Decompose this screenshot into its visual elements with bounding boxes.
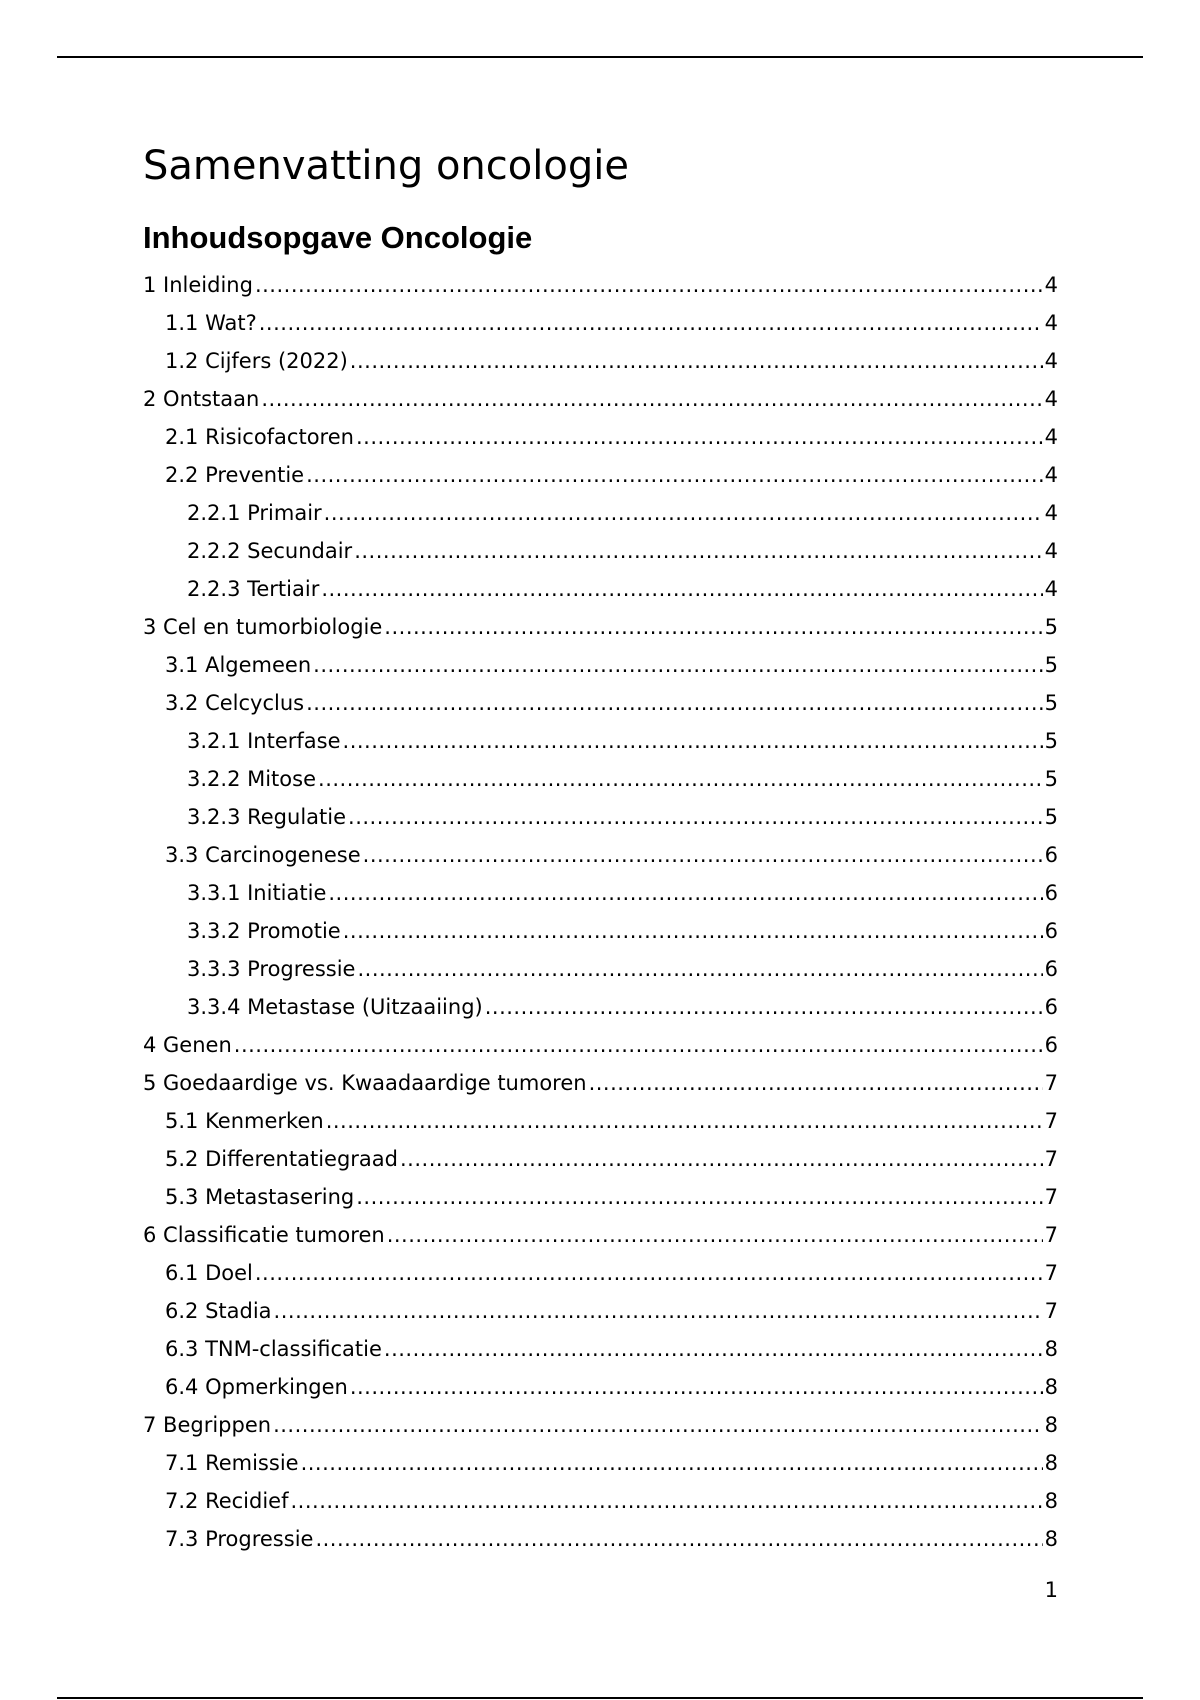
toc-dot-leader: [326, 1102, 1043, 1140]
toc-dot-leader: [321, 570, 1042, 608]
toc-entry-title[interactable]: 6.3 TNM-classificatie: [165, 1337, 382, 1361]
toc-entry-title[interactable]: 2 Ontstaan: [143, 387, 260, 411]
toc-entry-title[interactable]: 4 Genen: [143, 1033, 232, 1057]
toc-entry[interactable]: [143, 570, 1058, 608]
table-of-contents: [143, 266, 1058, 1558]
toc-entry[interactable]: [143, 1520, 1058, 1558]
toc-entry-title[interactable]: 2.2 Preventie: [165, 463, 305, 487]
toc-entry[interactable]: [143, 798, 1058, 836]
toc-entry[interactable]: [143, 1216, 1058, 1254]
toc-entry[interactable]: [143, 1482, 1058, 1520]
toc-entry-title[interactable]: 7.2 Recidief: [165, 1489, 289, 1513]
toc-entry[interactable]: [143, 608, 1058, 646]
toc-entry-page[interactable]: 6: [1044, 957, 1058, 981]
toc-entry-title[interactable]: 1.2 Cijfers (2022): [165, 349, 348, 373]
toc-entry-page[interactable]: 8: [1044, 1413, 1058, 1437]
toc-entry-title[interactable]: 1 Inleiding: [143, 273, 253, 297]
toc-entry[interactable]: [143, 950, 1058, 988]
toc-entry[interactable]: [143, 1102, 1058, 1140]
toc-entry-page[interactable]: 7: [1044, 1223, 1058, 1247]
toc-dot-leader: [485, 988, 1043, 1026]
toc-entry-page[interactable]: 4: [1044, 349, 1058, 373]
toc-entry[interactable]: [143, 418, 1058, 456]
toc-entry-title[interactable]: 3.2.3 Regulatie: [187, 805, 347, 829]
toc-dot-leader: [313, 646, 1042, 684]
toc-dot-leader: [318, 760, 1043, 798]
toc-dot-leader: [291, 1482, 1043, 1520]
toc-entry[interactable]: [143, 342, 1058, 380]
toc-entry[interactable]: [143, 684, 1058, 722]
toc-dot-leader: [350, 1368, 1043, 1406]
toc-entry-title[interactable]: 6.4 Opmerkingen: [165, 1375, 348, 1399]
toc-dot-leader: [356, 1178, 1042, 1216]
toc-entry-title[interactable]: 2.2.1 Primair: [187, 501, 322, 525]
toc-entry-page[interactable]: 6: [1044, 843, 1058, 867]
toc-entry-page[interactable]: 8: [1044, 1489, 1058, 1513]
toc-entry-page[interactable]: 4: [1044, 463, 1058, 487]
toc-entry-page[interactable]: 8: [1044, 1527, 1058, 1551]
toc-entry-page[interactable]: 5: [1044, 653, 1058, 677]
toc-entry-title[interactable]: 7 Begrippen: [143, 1413, 272, 1437]
toc-entry-title[interactable]: 3.3 Carcinogenese: [165, 843, 361, 867]
toc-entry-page[interactable]: 8: [1044, 1337, 1058, 1361]
toc-entry-title[interactable]: 6.2 Stadia: [165, 1299, 272, 1323]
toc-dot-leader: [350, 342, 1043, 380]
toc-entry-page[interactable]: 4: [1044, 577, 1058, 601]
toc-entry-title[interactable]: 5.1 Kenmerken: [165, 1109, 324, 1133]
toc-entry[interactable]: [143, 1330, 1058, 1368]
toc-entry-page[interactable]: 5: [1044, 691, 1058, 715]
toc-dot-leader: [387, 1216, 1043, 1254]
toc-heading: Inhoudsopgave Oncologie: [143, 220, 533, 255]
toc-entry-page[interactable]: 4: [1044, 425, 1058, 449]
toc-entry[interactable]: [143, 1254, 1058, 1292]
toc-entry-title[interactable]: 3.2.2 Mitose: [187, 767, 317, 791]
toc-entry-page[interactable]: 5: [1044, 767, 1058, 791]
toc-dot-leader: [306, 456, 1043, 494]
toc-entry-page[interactable]: 4: [1044, 387, 1058, 411]
toc-entry-page[interactable]: 4: [1044, 501, 1058, 525]
toc-dot-leader: [357, 950, 1042, 988]
toc-entry-page[interactable]: 4: [1044, 273, 1058, 297]
toc-entry-page[interactable]: 7: [1044, 1299, 1058, 1323]
toc-dot-leader: [306, 684, 1043, 722]
toc-entry-page[interactable]: 6: [1044, 919, 1058, 943]
toc-dot-leader: [324, 494, 1043, 532]
toc-entry-title[interactable]: 5.3 Metastasering: [165, 1185, 355, 1209]
toc-entry-page[interactable]: 6: [1044, 1033, 1058, 1057]
toc-entry[interactable]: [143, 1140, 1058, 1178]
toc-entry-title[interactable]: 3.2 Celcyclus: [165, 691, 305, 715]
toc-entry-title[interactable]: 3.3.4 Metastase (Uitzaaiing): [187, 995, 483, 1019]
toc-dot-leader: [384, 1330, 1043, 1368]
toc-entry-page[interactable]: 7: [1044, 1185, 1058, 1209]
toc-dot-leader: [363, 836, 1043, 874]
header-rule: [57, 56, 1143, 58]
toc-entry-title[interactable]: 6 Classificatie tumoren: [143, 1223, 385, 1247]
toc-entry[interactable]: [143, 494, 1058, 532]
document-title: Samenvatting oncologie: [143, 143, 629, 189]
toc-entry[interactable]: [143, 1444, 1058, 1482]
toc-dot-leader: [274, 1292, 1043, 1330]
toc-dot-leader: [384, 608, 1042, 646]
toc-entry-title[interactable]: 3.2.1 Interfase: [187, 729, 341, 753]
toc-entry[interactable]: [143, 1292, 1058, 1330]
toc-entry-page[interactable]: 7: [1044, 1071, 1058, 1095]
toc-dot-leader: [301, 1444, 1043, 1482]
toc-entry-title[interactable]: 6.1 Doel: [165, 1261, 253, 1285]
toc-entry[interactable]: [143, 532, 1058, 570]
toc-entry-page[interactable]: 8: [1044, 1375, 1058, 1399]
toc-entry[interactable]: [143, 1368, 1058, 1406]
toc-entry[interactable]: [143, 1064, 1058, 1102]
toc-entry-page[interactable]: 5: [1044, 805, 1058, 829]
toc-dot-leader: [261, 380, 1042, 418]
toc-dot-leader: [589, 1064, 1043, 1102]
toc-entry-page[interactable]: 7: [1044, 1261, 1058, 1285]
toc-entry[interactable]: [143, 266, 1058, 304]
toc-entry[interactable]: [143, 836, 1058, 874]
toc-entry[interactable]: [143, 760, 1058, 798]
toc-entry-title[interactable]: 7.1 Remissie: [165, 1451, 299, 1475]
toc-dot-leader: [255, 266, 1043, 304]
page-number: 1: [1044, 1578, 1058, 1602]
toc-entry-title[interactable]: 3.1 Algemeen: [165, 653, 312, 677]
toc-entry-title[interactable]: 2.1 Risicofactoren: [165, 425, 354, 449]
toc-entry-title[interactable]: 2.2.3 Tertiair: [187, 577, 320, 601]
toc-dot-leader: [400, 1140, 1043, 1178]
toc-entry-page[interactable]: 7: [1044, 1147, 1058, 1171]
toc-entry[interactable]: [143, 912, 1058, 950]
toc-entry-page[interactable]: 7: [1044, 1109, 1058, 1133]
toc-entry[interactable]: [143, 646, 1058, 684]
toc-dot-leader: [343, 722, 1043, 760]
toc-entry-page[interactable]: 4: [1044, 539, 1058, 563]
toc-dot-leader: [343, 912, 1043, 950]
toc-entry[interactable]: [143, 304, 1058, 342]
footer-rule: [57, 1697, 1143, 1699]
toc-dot-leader: [354, 532, 1042, 570]
toc-entry-title[interactable]: 5.2 Differentatiegraad: [165, 1147, 398, 1171]
toc-dot-leader: [234, 1026, 1043, 1064]
toc-entry[interactable]: [143, 1026, 1058, 1064]
toc-entry[interactable]: [143, 456, 1058, 494]
toc-entry-title[interactable]: 3.3.1 Initiatie: [187, 881, 327, 905]
toc-dot-leader: [255, 1254, 1043, 1292]
toc-dot-leader: [315, 1520, 1042, 1558]
toc-dot-leader: [356, 418, 1043, 456]
toc-entry-title[interactable]: 7.3 Progressie: [165, 1527, 314, 1551]
toc-entry-page[interactable]: 8: [1044, 1451, 1058, 1475]
toc-entry[interactable]: [143, 874, 1058, 912]
toc-entry-title[interactable]: 3.3.3 Progressie: [187, 957, 356, 981]
toc-entry-title[interactable]: 5 Goedaardige vs. Kwaadaardige tumoren: [143, 1071, 587, 1095]
toc-dot-leader: [348, 798, 1043, 836]
toc-dot-leader: [273, 1406, 1043, 1444]
toc-dot-leader: [328, 874, 1042, 912]
toc-entry-title[interactable]: 3 Cel en tumorbiologie: [143, 615, 383, 639]
toc-entry[interactable]: [143, 722, 1058, 760]
toc-entry[interactable]: [143, 988, 1058, 1026]
toc-entry-page[interactable]: 6: [1044, 881, 1058, 905]
toc-entry[interactable]: [143, 1178, 1058, 1216]
toc-entry[interactable]: [143, 380, 1058, 418]
toc-entry[interactable]: [143, 1406, 1058, 1444]
toc-entry-page[interactable]: 6: [1044, 995, 1058, 1019]
toc-entry-title[interactable]: 2.2.2 Secundair: [187, 539, 353, 563]
toc-entry-page[interactable]: 5: [1044, 615, 1058, 639]
toc-entry-page[interactable]: 5: [1044, 729, 1058, 753]
toc-entry-title[interactable]: 3.3.2 Promotie: [187, 919, 341, 943]
toc-dot-leader: [259, 304, 1043, 342]
toc-entry-title[interactable]: 1.1 Wat?: [165, 311, 257, 335]
toc-entry-page[interactable]: 4: [1044, 311, 1058, 335]
